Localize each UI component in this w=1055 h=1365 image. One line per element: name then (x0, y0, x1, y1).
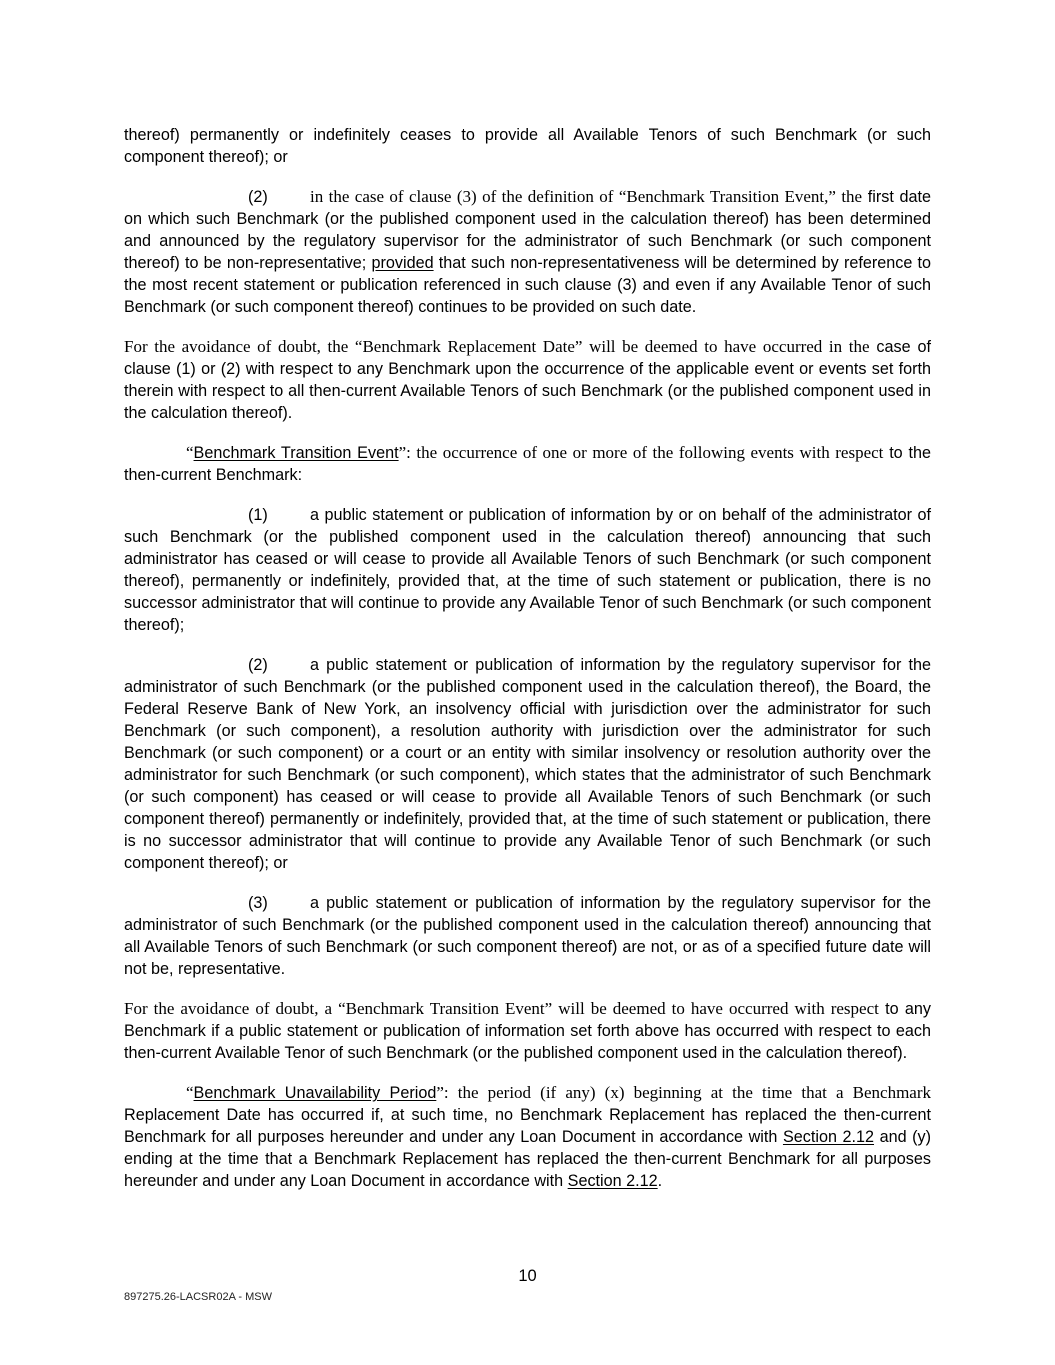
paragraph-text: to any Benchmark if a public statement or publication of information set forth above has occurred with respect to each then-current Available Tenor of such Benchmark (or the published component used in the calculation thereof). (124, 1000, 932, 1062)
document-id: 897275.26-LACSR02A - MSW (124, 1291, 272, 1303)
definition-benchmark-unavailability-period (124, 1082, 931, 1192)
open-quote: “ (186, 443, 194, 462)
paragraph-text: case of clause (1) or (2) with respect to any Benchmark upon the occurrence of the applicable event or events set forth therein with respect to all then-current Available Tenors of such Benchmark (or the published component used in the calculation thereof). (124, 338, 931, 422)
definition-benchmark-transition-event (124, 442, 931, 486)
clause-number: (2) (248, 188, 268, 206)
definition-text: to the then-current Benchmark: (124, 444, 931, 484)
clause-number: (1) (248, 506, 268, 524)
open-quote: “ (186, 1083, 194, 1102)
paragraph-continuation (124, 124, 931, 168)
clause-text: a public statement or publication of information by the regulatory supervisor for the administrator of such Benchmark (or the published component used in the calculation thereof), the Board, the Federal Reserve Bank of New York, an insolvency official with jurisdiction over the administrator for such Benchmark (or such component), a resolution authority with jurisdiction over the administrator for such Benchmark (or such component) or a court or an entity with similar insolvency or resolution authority over the administrator for such Benchmark (or such component), which states that the administrator of such Benchmark (or such component) has ceased or will cease to provide all Available Tenors of such Benchmark (or such component thereof) permanently or indefinitely, provided that, at the time of such statement or publication, there is no successor administrator that will continue to provide any Available Tenor of such Benchmark (or such component thereof); or (124, 656, 931, 872)
clause-text: first date on which such Benchmark (or the published component used in the calculation thereof) has been determined and announced by the regulatory supervisor for the administrator of such Benchmark (or such component thereof) to be non-representative; (124, 188, 931, 272)
clause-3-transition-event (124, 892, 931, 980)
clause-text: a public statement or publication of information by the regulatory supervisor for the administrator of such Benchmark (or the published component used in the calculation thereof) announcing that all Available Tenors of such Benchmark (or such component thereof) are not, or as of a specified future date will not be, representative. (124, 894, 931, 978)
document-body (124, 124, 931, 1210)
section-reference: Section 2.12 (782, 1128, 875, 1146)
definition-lead-text: ”: the period (if any) (x) beginning at the time that a Benchmark (436, 1083, 931, 1102)
paragraph-lead-text: For the avoidance of doubt, a “Benchmark Transition Event” will be deemed to have occurred with respect (124, 999, 879, 1018)
definition-lead-text: ”: the occurrence of one or more of the following events with respect (398, 443, 884, 462)
sentence-end: . (657, 1172, 663, 1190)
clause-1-transition-event (124, 504, 931, 636)
clause-2-replacement-date (124, 186, 931, 318)
clause-number: (2) (248, 656, 268, 674)
clause-2-transition-event (124, 654, 931, 874)
defined-term: Benchmark Transition Event (193, 444, 399, 462)
section-reference: Section 2.12 (567, 1172, 658, 1190)
clause-text: a public statement or publication of information by or on behalf of the administrator of such Benchmark (or the published component used in the calculation thereof) announcing that such administrator has ceased or will cease to provide all Available Tenors of such Benchmark (or such component thereof), permanently or indefinitely, provided that, at the time of such statement or publication, there is no successor administrator that will continue to provide any Available Tenor of such Benchmark (or such component thereof); (124, 506, 931, 634)
clause-lead-text: in the case of clause (3) of the definition of “Benchmark Transition Event,” the (310, 187, 863, 206)
defined-term: Benchmark Unavailability Period (193, 1084, 437, 1102)
avoidance-of-doubt-transition-event (124, 998, 931, 1064)
paragraph-lead-text: For the avoidance of doubt, the “Benchmark Replacement Date” will be deemed to have occurred in the (124, 337, 870, 356)
definition-text-continued: and (y) ending at the time that a Benchmark Replacement has replaced the then-current Benchmark for all purposes hereunder and under any Loan Document in accordance with (124, 1128, 932, 1190)
page-number: 10 (518, 1267, 537, 1285)
clause-number: (3) (248, 894, 268, 912)
provided-term: provided (371, 254, 434, 272)
clause-text-continued: that such non-representativeness will be determined by reference to the most recent statement or publication referenced in such clause (3) and even if any Available Tenor of such Benchmark (or such component thereof) continues to be provided on such date. (124, 254, 932, 316)
avoidance-of-doubt-replacement-date (124, 336, 931, 424)
definition-text: Replacement Date has occurred if, at such time, no Benchmark Replacement has replaced the then-current Benchmark for all purposes hereunder and under any Loan Document in accordance with (124, 1106, 931, 1146)
paragraph-text: thereof) permanently or indefinitely ceases to provide all Available Tenors of such Benchmark (or such component thereof); or (124, 126, 931, 166)
